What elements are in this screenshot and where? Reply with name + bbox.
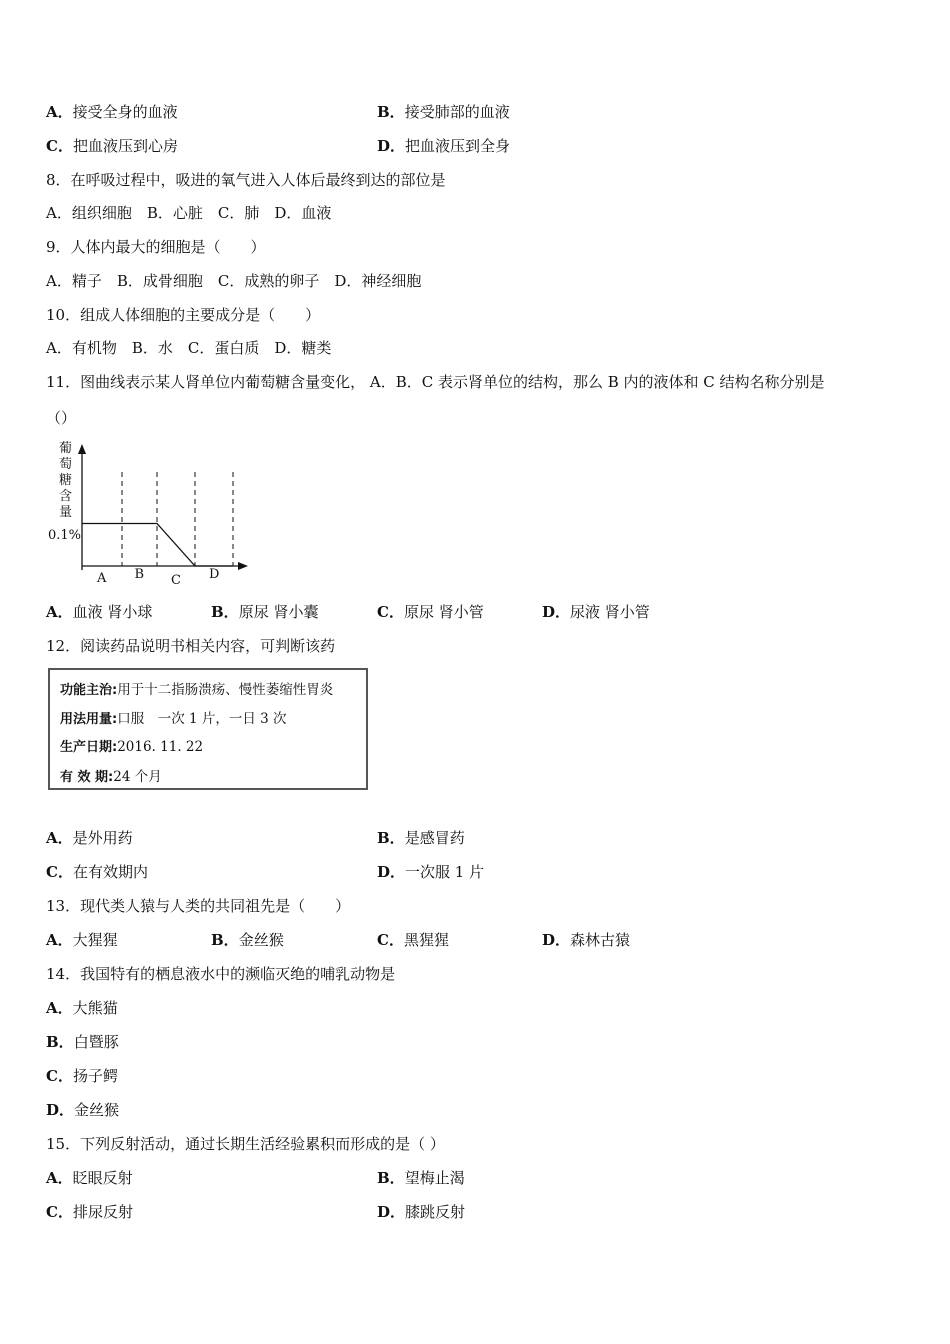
q15-option-b[interactable]: B．望梅止渴 [377, 1169, 465, 1187]
label-row-production-date: 生产日期:2016. 11. 22 [60, 739, 204, 755]
y-axis-label-char: 葡 [59, 441, 73, 456]
q11-option-c[interactable]: C．原尿 肾小管 [377, 603, 484, 621]
q12-stem: 12．阅读药品说明书相关内容，可判断该药 [46, 637, 336, 655]
q8-options[interactable]: A．组织细胞 B．心脏 C．肺 D．血液 [46, 204, 332, 222]
q8-stem: 8．在呼吸过程中，吸进的氧气进入人体后最终到达的部位是 [46, 171, 446, 189]
q11-option-b[interactable]: B．原尿 肾小囊 [211, 603, 319, 621]
label-row-dosage: 用法用量:口服 一次 1 片，一日 3 次 [60, 711, 287, 727]
q11-option-d[interactable]: D．尿液 肾小管 [542, 603, 650, 621]
y-axis-label-char: 糖 [59, 473, 73, 488]
q14-option-d[interactable]: D．金丝猴 [46, 1101, 120, 1119]
y-axis-label-char: 量 [59, 505, 73, 520]
y-tick-label: 0.1% [48, 528, 82, 543]
q15-option-c[interactable]: C．排尿反射 [46, 1203, 133, 1221]
q9-stem: 9．人体内最大的细胞是（ ） [46, 238, 266, 256]
q15-stem: 15．下列反射活动，通过长期生活经验累积而形成的是（ ） [46, 1135, 445, 1153]
q11-stem: 11．图曲线表示某人肾单位内葡萄糖含量变化， A．B．C 表示肾单位的结构，那么 B 内的液体和 C 结构名称分别是 [46, 373, 825, 391]
segment-label-c: C [171, 573, 181, 588]
q15-option-d[interactable]: D．膝跳反射 [377, 1203, 466, 1221]
q11-stem-cont: （） [46, 409, 77, 427]
q13-option-a[interactable]: A．大猩猩 [46, 931, 118, 949]
q11-options-row [46, 602, 906, 622]
y-axis-label [59, 441, 72, 520]
q7-option-c[interactable]: C．把血液压到心房 [46, 137, 178, 155]
y-axis-label-char: 萄 [59, 457, 73, 472]
y-axis-arrow [78, 444, 86, 454]
q10-stem: 10．组成人体细胞的主要成分是（ ） [46, 306, 321, 324]
q15-options-row-1 [46, 1168, 906, 1188]
q13-options-row [46, 930, 906, 950]
q10-options[interactable]: A．有机物 B．水 C．蛋白质 D．糖类 [46, 339, 332, 357]
q12-option-b[interactable]: B．是感冒药 [377, 829, 465, 847]
q11-option-a[interactable]: A．血液 肾小球 [46, 603, 153, 621]
label-row-validity: 有 效 期:24 个月 [60, 769, 162, 785]
q15-options-row-2 [46, 1202, 906, 1222]
label-row-function: 功能主治:用于十二指肠溃疡、慢性萎缩性胃炎 [60, 682, 334, 698]
q15-option-a[interactable]: A．眨眼反射 [46, 1169, 133, 1187]
glucose-chart [46, 438, 256, 588]
q12-option-c[interactable]: C．在有效期内 [46, 863, 148, 881]
segment-label-b: B [134, 567, 145, 582]
q12-option-d[interactable]: D．一次服 1 片 [377, 863, 485, 881]
medicine-label-box [48, 668, 368, 790]
q9-options[interactable]: A．精子 B．成骨细胞 C．成熟的卵子 D．神经细胞 [46, 272, 422, 290]
q7-option-b[interactable]: B．接受肺部的血液 [377, 103, 510, 121]
x-axis-arrow [238, 562, 248, 570]
q14-stem: 14．我国特有的栖息液水中的濒临灭绝的哺乳动物是 [46, 965, 396, 983]
q7-options-row-2 [46, 136, 906, 156]
q12-options-row-1 [46, 828, 906, 848]
q7-option-a[interactable]: A．接受全身的血液 [46, 103, 178, 121]
q13-stem: 13．现代类人猿与人类的共同祖先是（ ） [46, 897, 351, 915]
q14-option-b[interactable]: B．白暨豚 [46, 1033, 119, 1051]
q14-option-a[interactable]: A．大熊猫 [46, 999, 118, 1017]
segment-label-d: D [209, 567, 220, 582]
q12-option-a[interactable]: A．是外用药 [46, 829, 133, 847]
q13-option-c[interactable]: C．黑猩猩 [377, 931, 449, 949]
q13-option-b[interactable]: B．金丝猴 [211, 931, 284, 949]
q7-options-row-1 [46, 102, 906, 122]
q7-option-d[interactable]: D．把血液压到全身 [377, 137, 511, 155]
q12-options-row-2 [46, 862, 906, 882]
y-axis-label-char: 含 [59, 489, 73, 504]
segment-label-a: A [97, 571, 107, 586]
q13-option-d[interactable]: D．森林古猿 [542, 931, 631, 949]
q14-option-c[interactable]: C．扬子鳄 [46, 1067, 118, 1085]
